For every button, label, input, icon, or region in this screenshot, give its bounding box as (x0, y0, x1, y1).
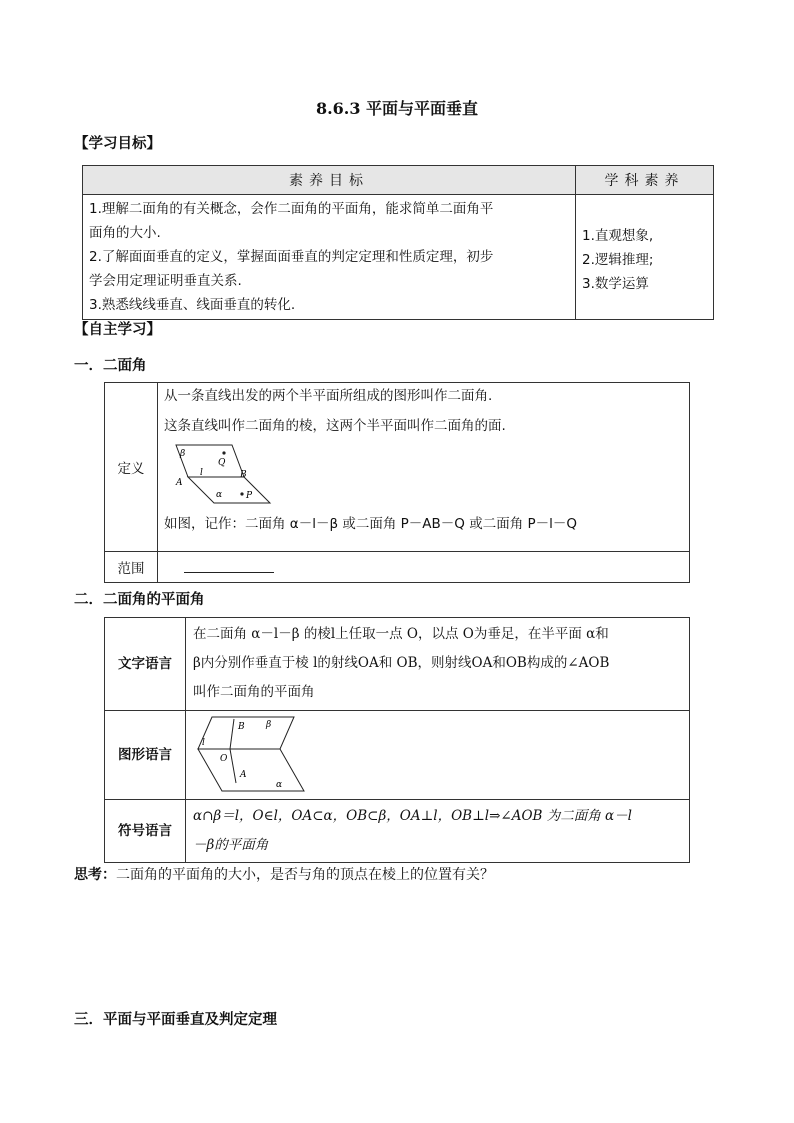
dihedral-figure (168, 441, 278, 507)
definition-label: 定义 (105, 383, 158, 552)
page-title: 8.6.3 平面与平面垂直 (315, 99, 479, 118)
label-q: Q (218, 458, 226, 468)
plane-angle-figure (194, 715, 314, 795)
figure-language-label: 图形语言 (105, 711, 186, 800)
definition-line: 从一条直线出发的两个半平面所组成的图形叫作二面角. (164, 388, 493, 404)
definition-line: 这条直线叫作二面角的棱，这两个半平面叫作二面角的面. (164, 418, 506, 434)
goals-right-cell (576, 195, 714, 320)
section-self-heading: 【自主学习】 (74, 321, 161, 338)
goals-head-right: 学科素养 (576, 166, 714, 195)
literacy-line: 3.数学运算 (582, 276, 649, 292)
literacy-line: 2.逻辑推理; (582, 252, 654, 268)
text-language-line: 在二面角 α－l－β 的棱l上任取一点 O，以点 O为垂足，在半平面 α和 (193, 626, 609, 642)
text-language-line: 叫作二面角的平面角 (193, 684, 315, 700)
range-cell (158, 552, 690, 583)
label-b: B (238, 722, 245, 732)
label-alpha: α (276, 780, 283, 790)
goals-head-left: 素养目标 (83, 166, 576, 195)
goal-line: 学会用定理证明垂直关系. (89, 273, 242, 289)
goals-left-cell (83, 195, 576, 320)
symbol-language-line: －β的平面角 (193, 837, 269, 853)
label-beta: β (266, 720, 272, 730)
think-question (74, 864, 494, 884)
goal-line: 3.熟悉线线垂直、线面垂直的转化. (89, 297, 296, 313)
symbol-language-cell (186, 800, 690, 863)
label-o: O (220, 754, 228, 764)
label-l: l (200, 468, 203, 478)
goal-line: 面角的大小. (89, 225, 161, 241)
range-label: 范围 (105, 552, 158, 583)
notation-line: 如图，记作：二面角 α－l－β 或二面角 P－AB－Q 或二面角 P－l－Q (164, 516, 578, 532)
literacy-line: 1.直观想象, (582, 228, 654, 244)
part1-heading: 一．二面角 (74, 357, 147, 374)
goal-line: 2.了解面面垂直的定义，掌握面面垂直的判定定理和性质定理，初步 (89, 249, 494, 265)
label-alpha: α (216, 490, 223, 500)
label-beta: β (180, 449, 186, 459)
symbol-language-label: 符号语言 (105, 800, 186, 863)
range-blank[interactable] (184, 558, 274, 573)
label-a: A (176, 478, 183, 488)
figure-language-cell (186, 711, 690, 800)
point-p-dot (240, 492, 243, 495)
text-language-line: β内分别作垂直于棱 l的射线OA和 OB，则射线OA和OB构成的∠AOB (193, 655, 610, 671)
text-language-label: 文字语言 (105, 618, 186, 711)
label-p: P (246, 491, 253, 501)
goal-line: 1.理解二面角的有关概念，会作二面角的平面角，能求简单二面角平 (89, 201, 494, 217)
symbol-language-line: α∩β＝l，O∈l，OA⊂α，OB⊂β，OA⊥l，OB⊥l⇒∠AOB 为二面角 α－l (193, 808, 632, 824)
think-label: 思考： (74, 867, 116, 883)
definition-cell (158, 383, 690, 552)
point-q-dot (222, 451, 225, 454)
think-text: 二面角的平面角的大小，是否与角的顶点在棱上的位置有关？ (116, 867, 494, 883)
goals-table (82, 165, 714, 320)
plane-angle-table (104, 617, 690, 863)
dihedral-definition-table (104, 382, 690, 583)
section-goals-heading: 【学习目标】 (74, 135, 161, 152)
text-language-cell (186, 618, 690, 711)
label-b: B (240, 470, 247, 480)
part2-heading: 二．二面角的平面角 (74, 591, 205, 608)
part3-heading: 三．平面与平面垂直及判定定理 (74, 1011, 277, 1028)
label-a: A (240, 770, 247, 780)
label-l: l (202, 738, 205, 748)
